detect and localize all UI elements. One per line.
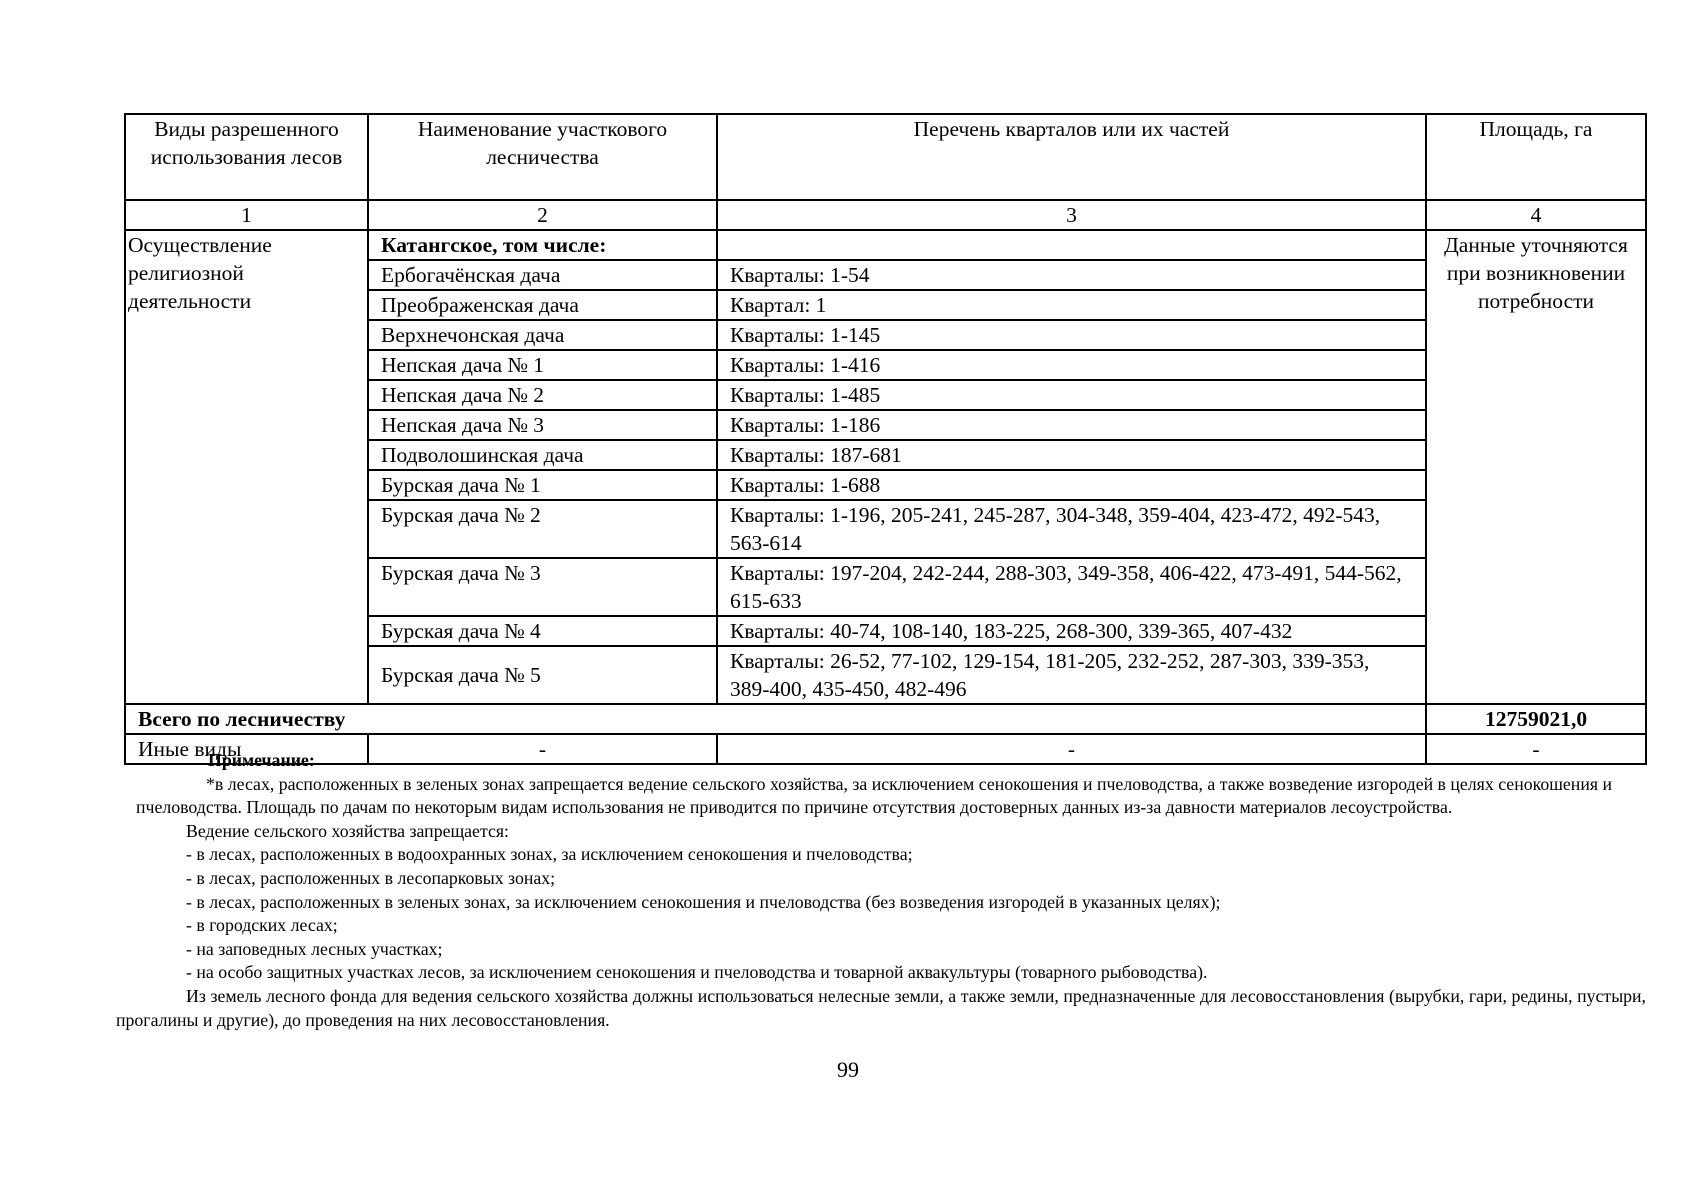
header-quarters: Перечень кварталов или их частей xyxy=(717,114,1426,200)
col-number: 1 xyxy=(125,200,368,230)
page-number: 99 xyxy=(837,1057,859,1082)
dacha-name: Непская дача № 2 xyxy=(368,380,717,410)
notes-list-item: - в городских лесах; xyxy=(186,915,338,936)
group-row xyxy=(125,230,1646,260)
header-area: Площадь, га xyxy=(1426,114,1646,200)
group-title: Катангское, том числе: xyxy=(368,230,717,260)
notes-paragraph: Ведение сельского хозяйства запрещается: xyxy=(186,820,509,841)
forest-use-table xyxy=(124,113,1647,765)
other-dash: - xyxy=(368,734,717,764)
other-dash: - xyxy=(717,734,1426,764)
dacha-name: Верхнечонская дача xyxy=(368,320,717,350)
col-number: 3 xyxy=(717,200,1426,230)
col-number: 2 xyxy=(368,200,717,230)
quarters-list: Кварталы: 1-416 xyxy=(717,350,1426,380)
col-number: 4 xyxy=(1426,200,1646,230)
quarters-list: Кварталы: 1-485 xyxy=(717,380,1426,410)
notes-title: Примечание: xyxy=(208,750,315,770)
quarters-list: Квартал: 1 xyxy=(717,290,1426,320)
quarters-list: Кварталы: 1-186 xyxy=(717,410,1426,440)
dacha-name: Бурская дача № 1 xyxy=(368,470,717,500)
dacha-name: Подволошинская дача xyxy=(368,440,717,470)
area-note-cell: Данные уточняются при возникновении потребности xyxy=(1426,230,1646,704)
quarters-list: Кварталы: 1-145 xyxy=(717,320,1426,350)
quarters-cell-empty xyxy=(717,230,1426,260)
notes-paragraph: Из земель лесного фонда для ведения сельского хозяйства должны использоваться нелесные земли, а также земли, предназначенные для лесовосстановления (вырубки, гари, редины, пустыри, прогалины и другие), до проведения на них лесовосстановления. xyxy=(116,985,1646,1030)
quarters-list: Кварталы: 1-688 xyxy=(717,470,1426,500)
notes-paragraph: *в лесах, расположенных в зеленых зонах запрещается ведение сельского хозяйства, за исключением сенокошения и пчеловодства, а также возведение изгородей в целях сенокошения и пчеловодства. Площадь по дачам по некоторым видам использования не приводится по причине отсутствия достоверных данных из-за давности материалов лесоустройства. xyxy=(136,773,1612,818)
column-number-row xyxy=(125,200,1646,230)
notes-section xyxy=(116,749,1646,1032)
notes-list-item: - на заповедных лесных участках; xyxy=(186,938,443,959)
notes-list-item: - в лесах, расположенных в водоохранных зонах, за исключением сенокошения и пчеловодства; xyxy=(186,844,913,865)
other-label: Иные виды xyxy=(125,734,368,764)
notes-list-item: - на особо защитных участках лесов, за исключением сенокошения и пчеловодства и товарной аквакультуры (товарного рыбоводства). xyxy=(186,962,1208,983)
dacha-name: Бурская дача № 4 xyxy=(368,616,717,646)
activity-cell: Осуществление религиозной деятельности xyxy=(125,230,368,704)
header-use-types: Виды разрешенного использования лесов xyxy=(125,114,368,200)
quarters-list: Кварталы: 40-74, 108-140, 183-225, 268-300, 339-365, 407-432 xyxy=(717,616,1426,646)
other-dash: - xyxy=(1426,734,1646,764)
header-forestry-name: Наименование участкового лесничества xyxy=(368,114,717,200)
quarters-list: Кварталы: 1-54 xyxy=(717,260,1426,290)
total-value: 12759021,0 xyxy=(1426,704,1646,734)
dacha-name: Бурская дача № 3 xyxy=(368,558,717,616)
notes-list-item: - в лесах, расположенных в лесопарковых зонах; xyxy=(186,867,556,888)
notes-list-item: - в лесах, расположенных в зеленых зонах, за исключением сенокошения и пчеловодства (без возведения изгородей в указанных целях); xyxy=(186,891,1221,912)
quarters-list: Кварталы: 197-204, 242-244, 288-303, 349-358, 406-422, 473-491, 544-562, 615-633 xyxy=(717,558,1426,616)
quarters-list: Кварталы: 187-681 xyxy=(717,440,1426,470)
dacha-name: Ербогачёнская дача xyxy=(368,260,717,290)
total-row xyxy=(125,704,1646,734)
table-header-row xyxy=(125,114,1646,200)
dacha-name: Непская дача № 1 xyxy=(368,350,717,380)
dacha-name: Бурская дача № 5 xyxy=(368,646,717,704)
quarters-list: Кварталы: 26-52, 77-102, 129-154, 181-205, 232-252, 287-303, 339-353, 389-400, 435-450, 482-496 xyxy=(717,646,1426,704)
dacha-name: Преображенская дача xyxy=(368,290,717,320)
dacha-name: Бурская дача № 2 xyxy=(368,500,717,558)
total-label: Всего по лесничеству xyxy=(125,704,1426,734)
quarters-list: Кварталы: 1-196, 205-241, 245-287, 304-348, 359-404, 423-472, 492-543, 563-614 xyxy=(717,500,1426,558)
dacha-name: Непская дача № 3 xyxy=(368,410,717,440)
